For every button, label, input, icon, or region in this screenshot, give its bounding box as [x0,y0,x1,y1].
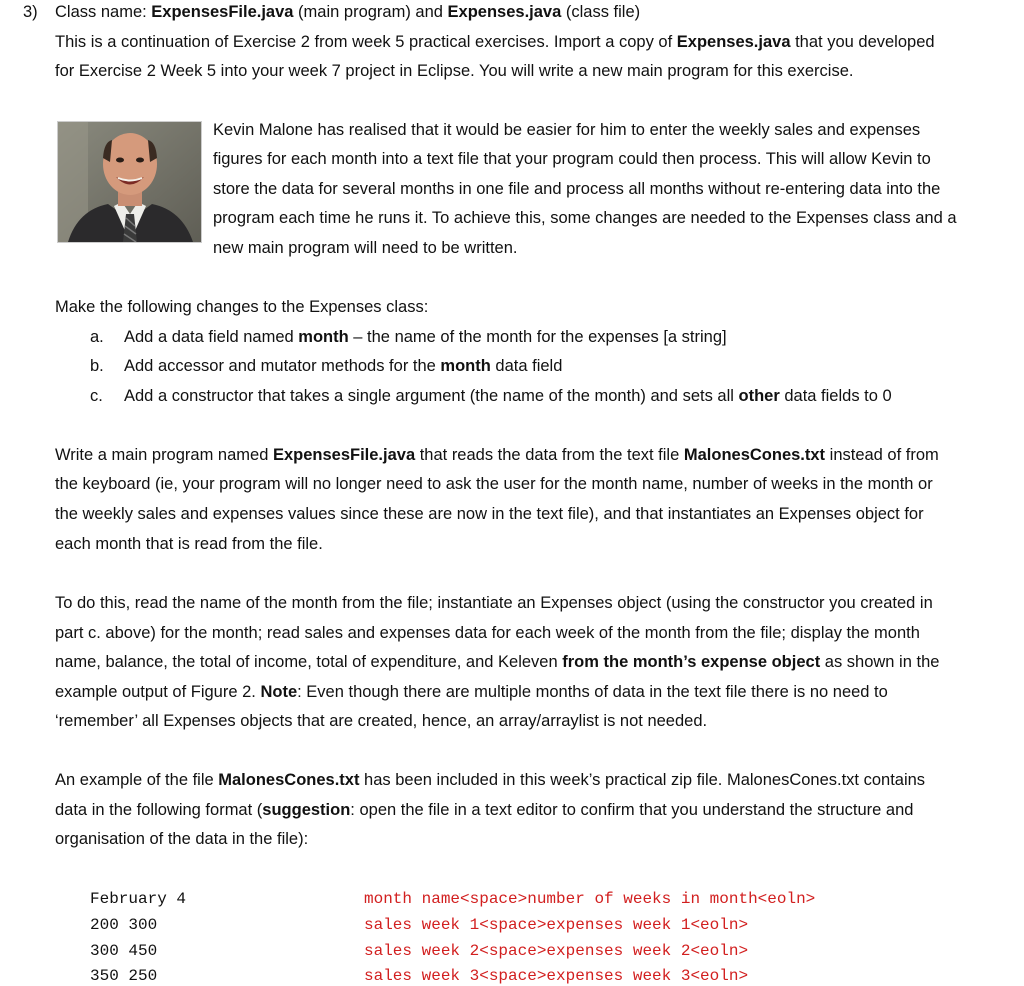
list-item-b: Add accessor and mutator methods for the month data field [124,357,563,375]
kevin-line-2: figures for each month into a text file that your program could then process. This will allow Kevin to [213,150,931,168]
kevin-line-3: store the data for several months in one file and process all months without re-entering data into the [213,180,941,198]
main-prog-line-2: the keyboard (ie, your program will no longer need to ask the user for the month name, number of weeks in the month or [55,475,933,493]
main-prog-line-4: each month that is read from the file. [55,535,323,553]
kevin-line-4: program each time he runs it. To achieve this, some changes are needed to the Expenses class and a [213,209,957,227]
list-label-a: a. [90,328,104,346]
kevin-line-1: Kevin Malone has realised that it would be easier for him to enter the weekly sales and expenses [213,121,921,139]
example-line-2: data in the following format (suggestion: open the file in a text editor to confirm that you understand the structure and [55,801,914,819]
todo-line-5: ‘remember’ all Expenses objects that are created, hence, an array/arraylist is not needed. [55,712,708,730]
example-line-3: organisation of the data in the file): [55,830,309,848]
code-data-line: February 4 [90,890,187,908]
todo-line-3: name, balance, the total of income, total of expenditure, and Keleven from the month’s expense object as shown in the [55,653,940,671]
changes-heading: Make the following changes to the Expenses class: [55,298,429,316]
todo-line-4: example output of Figure 2. Note: Even though there are multiple months of data in the text file there is no need to [55,683,888,701]
list-label-c: c. [90,387,103,405]
list-item-a: Add a data field named month – the name of the month for the expenses [a string] [124,328,727,346]
code-annotation-line: sales week 1<space>expenses week 1<eoln> [364,916,749,934]
code-annotation-line: sales week 3<space>expenses week 3<eoln> [364,967,749,985]
main-prog-line-1: Write a main program named ExpensesFile.java that reads the data from the text file MalonesCones.txt instead of from [55,446,939,464]
list-item-c: Add a constructor that takes a single argument (the name of the month) and sets all other data fields to 0 [124,387,892,405]
kevin-line-5: new main program will need to be written. [213,239,518,257]
todo-line-2: part c. above) for the month; read sales and expenses data for each week of the month from the file; display the month [55,624,920,642]
code-annotation-line: month name<space>number of weeks in month<eoln> [364,890,816,908]
code-annotation-line: sales week 2<space>expenses week 2<eoln> [364,942,749,960]
code-data-line: 350 250 [90,967,158,985]
kevin-photo [57,121,202,243]
main-prog-line-3: the weekly sales and expenses values since these are now in the text file), and that instantiates an Expenses object for [55,505,924,523]
intro-line-2: for Exercise 2 Week 5 into your week 7 project in Eclipse. You will write a new main program for this exercise. [55,62,854,80]
list-label-b: b. [90,357,104,375]
todo-line-1: To do this, read the name of the month from the file; instantiate an Expenses object (using the constructor you created in [55,594,933,612]
kevin-portrait-image [58,122,201,242]
code-data-line: 200 300 [90,916,158,934]
code-data-line: 300 450 [90,942,158,960]
intro-line-1: This is a continuation of Exercise 2 from week 5 practical exercises. Import a copy of Expenses.java that you developed [55,33,935,51]
question-title: Class name: ExpensesFile.java (main program) and Expenses.java (class file) [55,3,641,21]
question-number: 3) [23,3,38,21]
example-line-1: An example of the file MalonesCones.txt has been included in this week’s practical zip file. MalonesCones.txt contains [55,771,926,789]
